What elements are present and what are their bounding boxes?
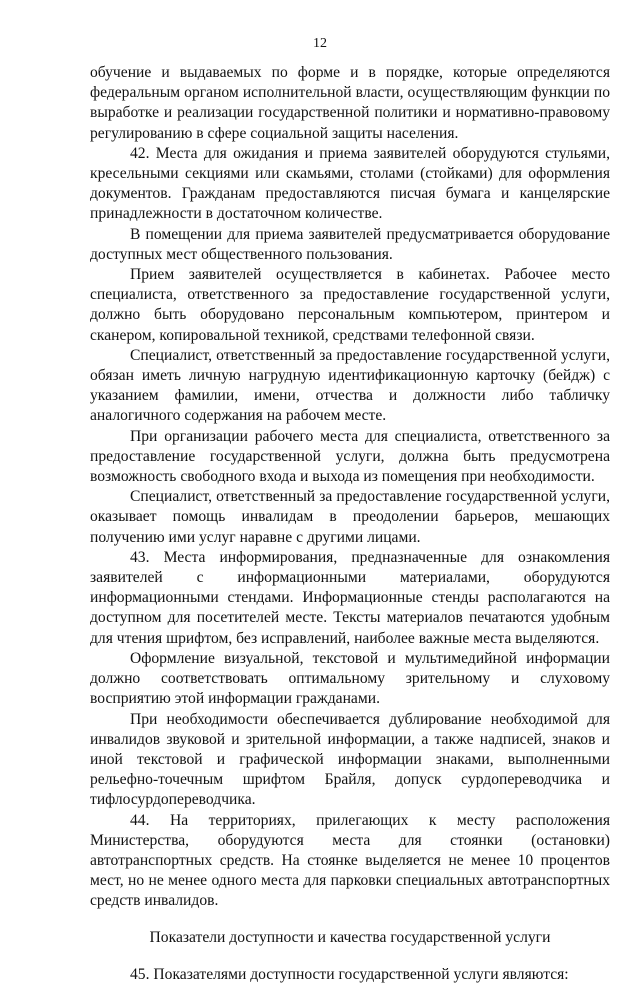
page-number: 12	[313, 36, 327, 51]
paragraph: 43. Места информирования, предназначенные для ознакомления заявителей с информационными материалами, оборудуются информационными стендами. Информационные стенды располагаются на доступном для посетителей месте. Тексты материалов печатаются удобным для чтения шрифтом, без исправлений, наиболее важные места выделяются.	[90, 548, 610, 647]
document-body	[90, 63, 610, 985]
paragraph: 45. Показателями доступности государственной услуги являются:	[130, 965, 569, 983]
section-heading: Показатели доступности и качества государственной услуги	[149, 928, 551, 946]
paragraph: Прием заявителей осуществляется в кабинетах. Рабочее место специалиста, ответственного за предоставление государственной услуги, должно быть оборудовано персональным компьютером, принтером и сканером, копировальной техникой, средствами телефонной связи.	[90, 266, 610, 344]
paragraph: Специалист, ответственный за предоставление государственной услуги, оказывает помощь инвалидам в преодолении барьеров, мешающих получению ими услуг наравне с другими лицами.	[90, 488, 610, 546]
paragraph: обучение и выдаваемых по форме и в порядке, которые определяются федеральным органом исполнительной власти, осуществляющим функции по выработке и реализации государственной политики и нормативно-правовому регулированию в сфере социальной защиты населения.	[90, 64, 610, 142]
paragraph: 44. На территориях, прилегающих к месту расположения Министерства, оборудуются места для стоянки (остановки) автотранспортных средств. На стоянке выделяется не менее 10 процентов мест, но не менее одного места для парковки специальных автотранспортных средств инвалидов.	[90, 811, 610, 910]
paragraph: Специалист, ответственный за предоставление государственной услуги, обязан иметь личную нагрудную идентификационную карточку (бейдж) с указанием фамилии, имени, отчества и должности либо табличку аналогичного содержания на рабочем месте.	[90, 346, 610, 425]
paragraph: При необходимости обеспечивается дублирование необходимой для инвалидов звуковой и зрительной информации, а также надписей, знаков и иной текстовой и графической информации знаками, выполненными рельефно-точечным шрифтом Брайля, допуск сурдопереводчика и тифлосурдопереводчика.	[90, 710, 610, 809]
paragraph: В помещении для приема заявителей предусматривается оборудование доступных мест общественного пользования.	[90, 225, 610, 263]
paragraph: Оформление визуальной, текстовой и мультимедийной информации должно соответствовать оптимальному зрительному и слуховому восприятию этой информации гражданами.	[90, 649, 610, 708]
paragraph: 42. Места для ожидания и приема заявителей оборудуются стульями, кресельными секциями или скамьями, столами (стойками) для оформления документов. Гражданам предоставляются писчая бумага и канцелярские принадлежности в достаточном количестве.	[90, 144, 610, 223]
paragraph: При организации рабочего места для специалиста, ответственного за предоставление государственной услуги, должна быть предусмотрена возможность свободного входа и выхода из помещения при необходимости.	[90, 427, 610, 486]
